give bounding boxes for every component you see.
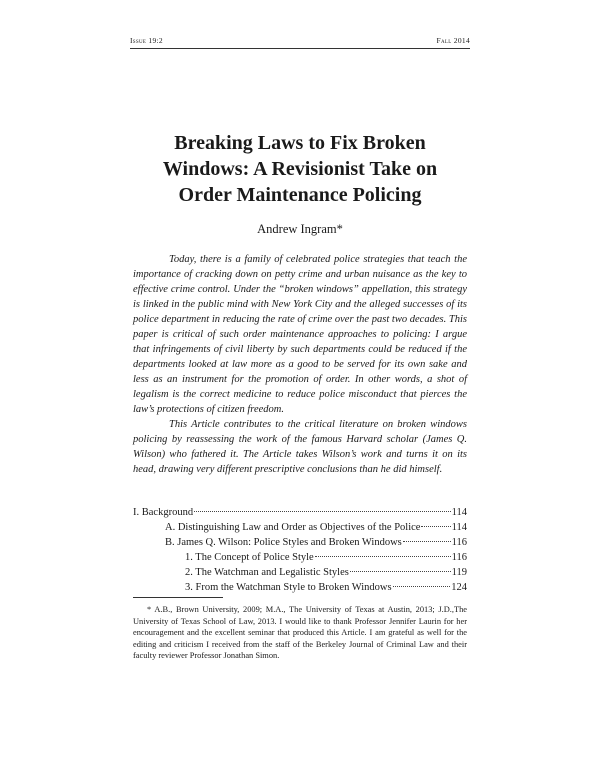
toc-entry-page: 116 bbox=[451, 537, 467, 548]
toc-leader bbox=[194, 511, 451, 512]
abstract bbox=[133, 252, 467, 477]
toc-leader bbox=[350, 571, 451, 572]
toc-entry[interactable] bbox=[133, 535, 467, 550]
toc-entry[interactable] bbox=[133, 520, 467, 535]
toc-entry-page: 114 bbox=[451, 507, 467, 518]
toc-leader bbox=[315, 556, 451, 557]
author-name: Andrew Ingram* bbox=[257, 222, 343, 236]
toc-entry-label: 2. The Watchman and Legalistic Styles bbox=[185, 567, 349, 578]
abstract-paragraph: Today, there is a family of celebrated police strategies that teach the importance of cracking down on petty crime and urban nuisance as the key to effective crime control. Under the “broken windows” appellation, this strategy is linked in the public mind with New York City and the alleged successes of its police department in reducing the rate of crime over the past two decades. This paper is critical of such order maintenance approaches to policing: I argue that infringements of civil liberty by such departments could be reduced if the departments looked at law more as a good to be served for its own sake and less as an instrument for the promotion of order. In other words, a shot of legalism is the correct medicine to reduce police misconduct that pierces the law’s protections of citizen freedom. bbox=[133, 254, 467, 415]
title-line: Windows: A Revisionist Take on bbox=[162, 158, 438, 180]
toc-entry-label: B. James Q. Wilson: Police Styles and Broken Windows bbox=[165, 537, 402, 548]
running-header bbox=[130, 36, 470, 49]
toc-entry-page: 124 bbox=[451, 582, 467, 593]
toc-leader bbox=[393, 586, 451, 587]
table-of-contents bbox=[133, 505, 467, 595]
toc-leader bbox=[403, 541, 451, 542]
issue-number: Issue 19:2 bbox=[130, 36, 163, 45]
toc-entry[interactable] bbox=[133, 505, 467, 520]
toc-entry-page: 114 bbox=[451, 522, 467, 533]
toc-entry-label: I. Background bbox=[133, 507, 194, 518]
author-footnote: * A.B., Brown University, 2009; M.A., The University of Texas at Austin, 2013; J.D.,The University of Texas School of Law, 2013. I would like to thank Professor Jennifer Laurin for her encouragement and the excellent seminar that produced this Article. I am grateful as well for the editing and criticism I received from the staff of the Berkeley Journal of Criminal Law and their faculty reviewer Professor Jonathan Simon. bbox=[133, 605, 467, 660]
issue-season: Fall 2014 bbox=[436, 36, 470, 45]
toc-leader bbox=[421, 526, 450, 527]
footnote-divider bbox=[133, 597, 223, 598]
title-line: Breaking Laws to Fix Broken bbox=[174, 132, 426, 154]
toc-entry-page: 116 bbox=[451, 552, 467, 563]
toc-entry-label: 3. From the Watchman Style to Broken Windows bbox=[185, 582, 392, 593]
toc-entry[interactable] bbox=[133, 580, 467, 595]
toc-entry-page: 119 bbox=[451, 567, 467, 578]
title-line: Order Maintenance Policing bbox=[178, 184, 422, 206]
toc-entry[interactable] bbox=[133, 565, 467, 580]
article-title bbox=[130, 130, 470, 208]
toc-entry[interactable] bbox=[133, 550, 467, 565]
toc-entry-label: 1. The Concept of Police Style bbox=[185, 552, 314, 563]
abstract-paragraph: This Article contributes to the critical literature on broken windows policing by reassessing the work of the famous Harvard scholar (James Q. Wilson) who fathered it. The Article takes Wilson’s work and turns it on its head, drawing very different prescriptive conclusions than he did himself. bbox=[133, 419, 467, 475]
toc-entry-label: A. Distinguishing Law and Order as Objectives of the Police bbox=[165, 522, 421, 533]
